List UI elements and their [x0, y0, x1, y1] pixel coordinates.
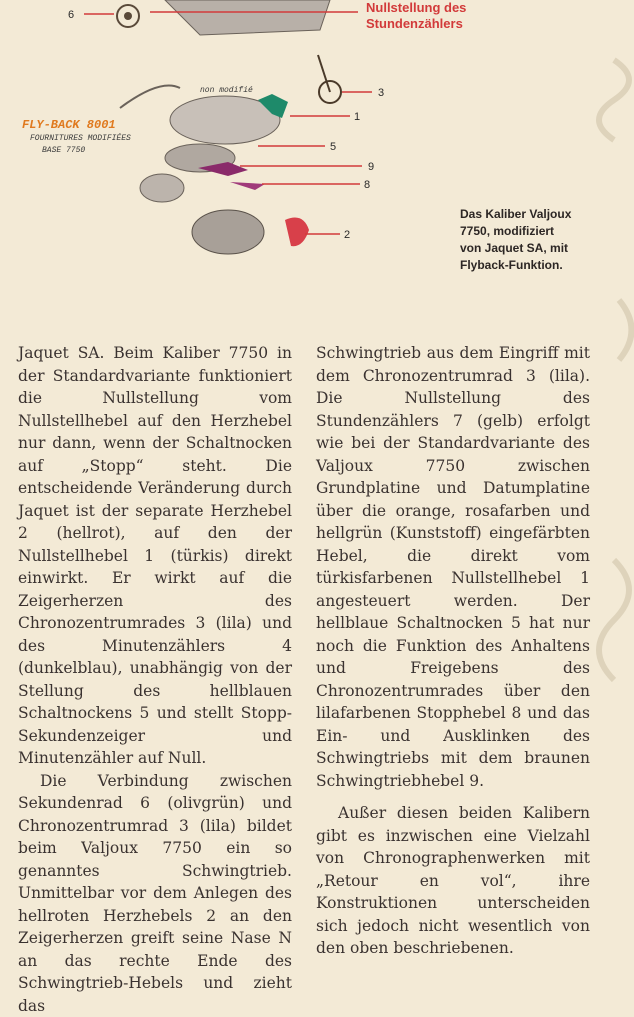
flyback-title: FLY-BACK 8001 — [22, 118, 116, 132]
paragraph: Jaquet SA. Beim Kaliber 7750 in der Standardvariante funktioniert die Nullstellung vom Nullstellhebel auf den Herzhebel nur dann, wenn der Schaltnocken auf „Stopp“ steht. Die entscheidende Veränderung durch Jaquet ist der separate Herzhebel 2 (hellrot), auf den der Nullstellhebel 1 (türkis) direkt einwirkt. Er wirkt auf die Zeigerherzen des Chronozentrumrades 3 (lila) und des Minutenzählers 4 (dunkelblau), unabhängig von der Stellung des hellblauen Schaltnockens 5 und stellt Stopp-Sekundenzeiger und Minutenzähler auf Null. — [18, 342, 292, 770]
caption-line: von Jaquet SA, mit — [460, 240, 620, 257]
marker-9: 9 — [368, 161, 374, 173]
flyback-line2: FOURNITURES MODIFIÉES — [30, 134, 131, 143]
marker-1: 1 — [354, 111, 360, 123]
figure-caption — [460, 206, 620, 274]
right-column — [316, 342, 590, 960]
paragraph: Außer diesen beiden Kalibern gibt es inzwischen eine Vielzahl von Chronographenwerken mit „Retour en vol“, ihre Konstruktionen unterscheiden sich jedoch nicht wesentlich von den oben beschriebenen. — [316, 802, 590, 960]
marker-3: 3 — [378, 87, 384, 99]
caption-line: Flyback-Funktion. — [460, 257, 620, 274]
caption-line: 7750, modifiziert — [460, 223, 620, 240]
left-column — [18, 342, 292, 1017]
hand-note: non modifié — [200, 86, 253, 95]
top-label: Nullstellung des Stundenzählers — [366, 0, 486, 32]
marker-6: 6 — [68, 9, 74, 21]
paragraph: Schwingtrieb aus dem Eingriff mit dem Chronozentrumrad 3 (lila). Die Nullstellung des Stundenzählers 7 (gelb) erfolgt wie bei der Standardvariante des Valjoux 7750 zwischen Grundplatine und Datumplatine über die orange, rosafarben und hellgrün (Kunststoff) eingefärbten Hebel, die direkt vom türkisfarbenen Nullstellhebel 1 angesteuert werden. Der hellblaue Schaltnocken 5 hat nur noch die Funktion des Anhaltens und Freigebens des Chronozentrumrades über den lilafarbenen Stopphebel 8 und das Ein- und Ausklinken des Schwingtriebs mit dem braunen Schwingtriebhebel 9. — [316, 342, 590, 792]
paragraph: Die Verbindung zwischen Sekundenrad 6 (olivgrün) und Chronozentrumrad 3 (lila) bildet beim Valjoux 7750 ein so genanntes Schwingtrieb. Unmittelbar vor dem Anlegen des hellroten Herzhebels 2 an den Zeigerherzen greift seine Nase N an das rechte Ende des Schwingtrieb-Hebels und zieht das — [18, 770, 292, 1017]
marker-5: 5 — [330, 141, 336, 153]
caption-line: Das Kaliber Valjoux — [460, 206, 620, 223]
flyback-line3: BASE 7750 — [42, 146, 85, 155]
marker-2: 2 — [344, 229, 350, 241]
marker-8: 8 — [364, 179, 370, 191]
movement-exploded-diagram — [0, 0, 470, 290]
movement-parts-drawing — [117, 0, 341, 254]
